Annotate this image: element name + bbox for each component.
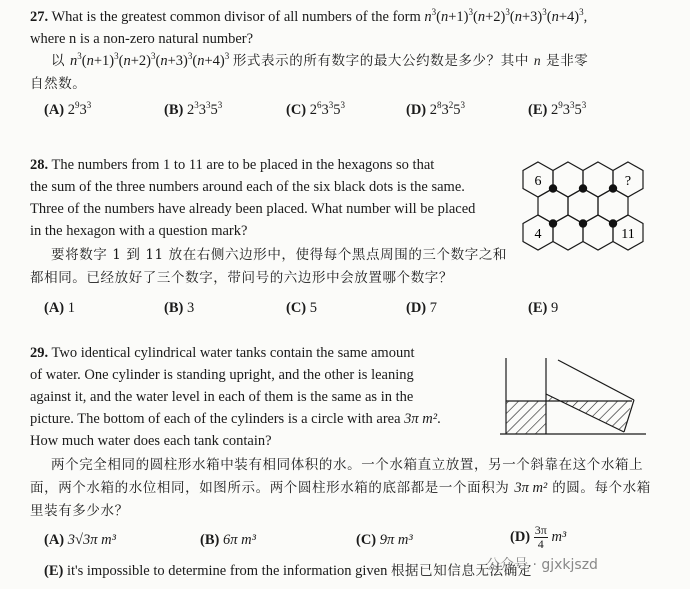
q28-cn-line-2: 都相同。已经放好了三个数字，带问号的六边形中会放置哪个数字？ <box>30 270 453 286</box>
q29-option-b[interactable]: (B) 6π m³ <box>200 532 256 548</box>
hexagon[interactable] <box>598 189 628 224</box>
q27-cn-line-2: 自然数。 <box>30 76 87 92</box>
q27-cn-line-1: 以 $n^3(n+1)^3(n+2)^3(n+3)^3(n+4)^3$ 形式表示的所有数字的最大公约数是多少？其中 n 是非零 <box>51 51 589 69</box>
q28-option-e[interactable]: (E) 9 <box>528 300 559 316</box>
q27-cn-b: 形式表示的所有数字的最大公约数是多少？其中 <box>232 53 529 69</box>
leaning-tank-upper-wall <box>558 360 634 400</box>
q28-line-2: the sum of the three numbers around each of the six black dots is the same. <box>30 179 465 195</box>
q28-option-b[interactable]: (B) 3 <box>164 300 195 316</box>
q27-text-1: What is the greatest common divisor of all numbers of the form <box>51 9 421 25</box>
q28-line-3: Three of the numbers have already been placed. What number will be placed <box>30 201 476 217</box>
hexagon[interactable] <box>538 189 568 224</box>
q28-option-a[interactable]: (A) 1 <box>44 300 76 316</box>
watermark: 公众号 · gjxkjszd <box>486 557 598 573</box>
q27-option-e[interactable]: (E) $2^93^35^3$ <box>528 100 587 118</box>
hexagon[interactable] <box>553 215 583 250</box>
hexagon[interactable] <box>568 189 598 224</box>
q27-number: 27. <box>30 9 49 25</box>
q29-line-1: 29. Two identical cylindrical water tanks contain the same amount <box>30 345 415 361</box>
q27-option-a[interactable]: (A) $2^93^3$ <box>44 100 92 118</box>
q27-cn-a: 以 <box>51 53 66 69</box>
q29-option-c[interactable]: (C) 9π m³ <box>356 532 413 548</box>
q28-line-4: in the hexagon with a question mark? <box>30 223 248 239</box>
hexagon-diagram <box>518 156 658 251</box>
q29-cn-line-1: 两个完全相同的圆柱形水箱中装有相同体积的水。一个水箱直立放置，另一个斜靠在这个水箱上 <box>51 457 644 473</box>
black-dot <box>579 219 587 227</box>
q29-line-5: How much water does each tank contain? <box>30 433 272 449</box>
q27-option-b[interactable]: (B) $2^33^35^3$ <box>164 100 223 118</box>
q28-option-d[interactable]: (D) 7 <box>406 300 438 316</box>
q29-cn-line-3: 里装有多少水？ <box>30 503 129 519</box>
q27-cn-c: 是非零 <box>546 53 589 69</box>
q27-line-2: where n is a non-zero natural number? <box>30 31 254 47</box>
q29-area: 3π m² <box>404 411 438 427</box>
hex-label-bottom-left: 4 <box>534 227 542 242</box>
q28-number: 28. <box>30 157 49 173</box>
hexagon[interactable] <box>553 162 583 197</box>
q28-line-1: 28. The numbers from 1 to 11 are to be placed in the hexagons so that <box>30 157 435 173</box>
black-dot <box>549 219 557 227</box>
black-dot <box>579 184 587 192</box>
hexagon[interactable] <box>583 215 613 250</box>
q29-line-4: picture. The bottom of each of the cylinders is a circle with area 3π m². <box>30 411 441 427</box>
q28-cn-line-1: 要将数字 1 到 11 放在右侧六边形中，使得每个黑点周围的三个数字之和 <box>51 247 508 263</box>
q29-line-3: against it, and the water level in each of them is the same as in the <box>30 389 414 405</box>
hex-label-top-right: ? <box>624 174 632 189</box>
black-dot <box>609 184 617 192</box>
hex-label-bottom-right: 11 <box>621 227 635 242</box>
hexagon[interactable] <box>583 162 613 197</box>
water-tank-diagram <box>496 354 656 440</box>
q28-option-c[interactable]: (C) 5 <box>286 300 318 316</box>
upright-tank-water <box>506 401 546 434</box>
black-dot <box>609 219 617 227</box>
q29-option-e[interactable]: (E) it's impossible to determine from the information given 根据已知信息无法确定 <box>44 563 532 579</box>
q29-cn-line-2: 面，两个水箱的水位相同，如图所示。两个圆柱形水箱的底部都是一个面积为 3π m² 的圆。每个水箱 <box>30 480 651 496</box>
black-dot <box>549 184 557 192</box>
q29-number: 29. <box>30 345 49 361</box>
q27-line-1: 27. What is the greatest common divisor of all numbers of the form $n^3(n+1)^3(n+2)^3(n+3)^3(n+4)^3$, <box>30 7 588 25</box>
q29-option-d[interactable]: (D) $\frac{3\pi}{4}$ m³ <box>510 523 567 551</box>
fraction: $\frac{3\pi}{4}$ <box>534 523 547 551</box>
q27-option-d[interactable]: (D) $2^83^25^3$ <box>406 100 466 118</box>
q29-option-a[interactable]: (A) 3√3π m³ <box>44 532 116 548</box>
q27-option-c[interactable]: (C) $2^63^35^3$ <box>286 100 346 118</box>
hex-label-top-left: 6 <box>534 174 542 189</box>
q29-line-2: of water. One cylinder is standing upright, and the other is leaning <box>30 367 414 383</box>
